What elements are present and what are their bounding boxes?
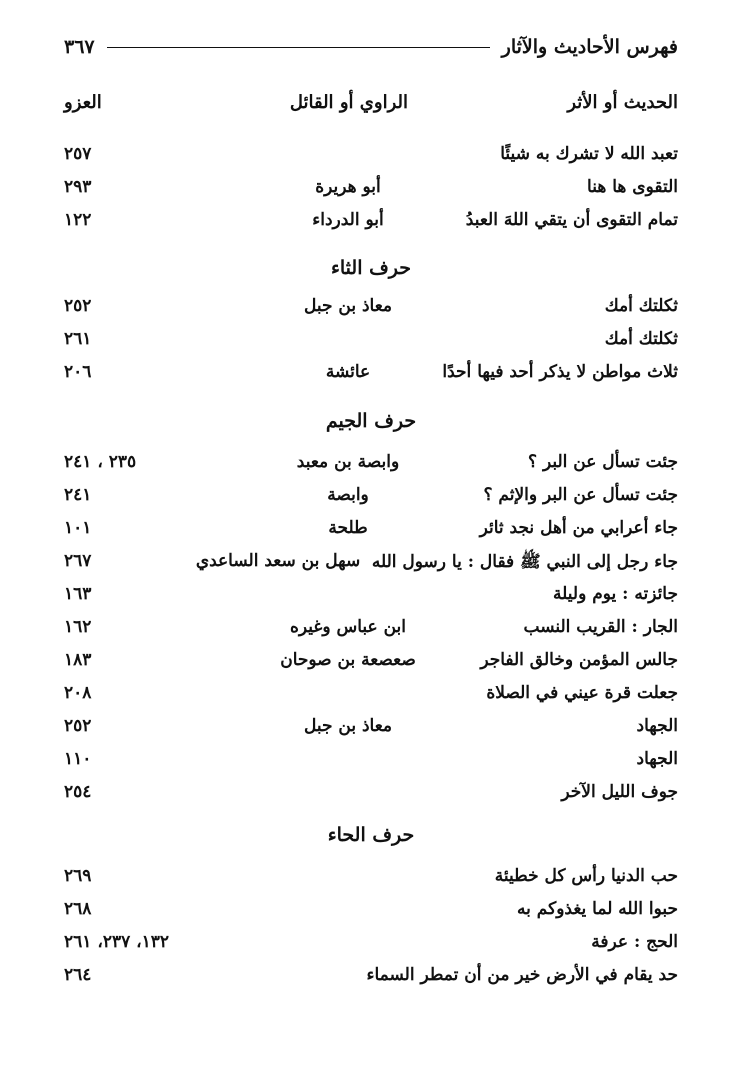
hadith-text: ثكلتك أمك xyxy=(604,296,678,316)
hadith-text: جوف الليل الآخر xyxy=(561,782,678,802)
table-row xyxy=(64,650,678,683)
hadith-text: جئت تسأل عن البر والإثم ؟ xyxy=(483,485,678,505)
hadith-text: حد يقام في الأرض خير من أن تمطر السماء xyxy=(366,965,678,985)
table-row xyxy=(64,683,678,716)
ref-pages: ٢٥٧ xyxy=(64,144,92,164)
rawi-text: سهل بن سعد الساعدي xyxy=(195,551,361,571)
table-row xyxy=(64,866,678,899)
ref-pages: ٢٠٨ xyxy=(64,683,92,703)
section-jim-rows xyxy=(64,452,678,815)
running-head xyxy=(64,32,678,62)
ref-pages: ١١٠ xyxy=(64,749,92,769)
ref-pages: ٢٦٨ xyxy=(64,899,92,919)
group-ta-rows xyxy=(64,144,678,243)
column-header-ref: العزو xyxy=(64,92,102,113)
ref-pages: ٢٥٤ xyxy=(64,782,92,802)
table-row xyxy=(64,716,678,749)
table-row xyxy=(64,551,678,584)
rawi-text: أبو هريرة xyxy=(315,177,381,197)
table-row xyxy=(64,749,678,782)
section-title-ha: حرف الحاء xyxy=(327,824,415,846)
hadith-text: التقوى ها هنا xyxy=(587,177,678,197)
ref-pages: ٢٤١ xyxy=(64,485,92,505)
ref-pages: ٢٦٧ xyxy=(64,551,92,571)
ref-pages: ٢٦٤ xyxy=(64,965,92,985)
hadith-text: الجهاد xyxy=(636,749,678,769)
running-title: فهرس الأحاديث والآثار xyxy=(501,36,678,58)
hadith-text: تعبد الله لا تشرك به شيئًا xyxy=(500,144,678,164)
table-row xyxy=(64,932,678,965)
hadith-text: ثكلتك أمك xyxy=(604,329,678,349)
table-row xyxy=(64,518,678,551)
hadith-text: جالس المؤمن وخالق الفاجر xyxy=(480,650,678,670)
table-row xyxy=(64,485,678,518)
ref-pages: ١٣٢، ٢٣٧، ٢٦١ xyxy=(64,932,170,952)
column-header-hadith: الحديث أو الأثر xyxy=(567,92,678,113)
ref-pages: ١٨٣ xyxy=(64,650,92,670)
section-title-tha: حرف الثاء xyxy=(330,257,412,279)
table-row xyxy=(64,899,678,932)
rawi-text: طلحة xyxy=(328,518,368,538)
page-number: ٣٦٧ xyxy=(64,36,95,58)
table-row xyxy=(64,296,678,329)
column-header-rawi: الراوي أو القائل xyxy=(289,92,408,113)
header-rule xyxy=(107,47,490,48)
table-row xyxy=(64,177,678,210)
ref-pages: ٢٦٩ xyxy=(64,866,92,886)
rawi-text: وابصة xyxy=(327,485,369,505)
ref-pages: ٢٦١ xyxy=(64,329,92,349)
column-headers xyxy=(64,92,678,122)
ref-pages: ١٦٢ xyxy=(64,617,92,637)
table-row xyxy=(64,329,678,362)
hadith-text: حبوا الله لما يغذوكم به xyxy=(517,899,678,919)
rawi-text: أبو الدرداء xyxy=(312,210,384,230)
ref-pages: ١٠١ xyxy=(64,518,92,538)
rawi-text: ابن عباس وغيره xyxy=(290,617,406,637)
ref-pages: ٢٥٢ xyxy=(64,296,92,316)
ref-pages: ٢٣٥ ، ٢٤١ xyxy=(64,452,137,472)
table-row xyxy=(64,617,678,650)
hadith-text: جئت تسأل عن البر ؟ xyxy=(528,452,678,472)
hadith-text: جائزته : يوم وليلة xyxy=(553,584,678,604)
table-row xyxy=(64,210,678,243)
ref-pages: ٢٩٣ xyxy=(64,177,92,197)
hadith-text: الجهاد xyxy=(636,716,678,736)
ref-pages: ١٢٢ xyxy=(64,210,92,230)
hadith-text: جاء رجل إلى النبي ﷺ فقال : يا رسول الله xyxy=(371,552,678,572)
hadith-text: ثلاث مواطن لا يذكر أحد فيها أحدًا xyxy=(442,362,678,382)
rawi-text: معاذ بن جبل xyxy=(303,296,393,316)
hadith-text: جعلت قرة عيني في الصلاة xyxy=(486,683,678,703)
rawi-text: وابصة بن معبد xyxy=(296,452,400,472)
hadith-text: حب الدنيا رأس كل خطيئة xyxy=(494,866,678,886)
rawi-text: معاذ بن جبل xyxy=(303,716,393,736)
table-row xyxy=(64,452,678,485)
ref-pages: ٢٠٦ xyxy=(64,362,92,382)
ref-pages: ٢٥٢ xyxy=(64,716,92,736)
table-row xyxy=(64,584,678,617)
rawi-text: صعصعة بن صوحان xyxy=(280,650,416,670)
hadith-text: جاء أعرابي من أهل نجد ثائر xyxy=(479,518,678,538)
table-row xyxy=(64,965,678,998)
rawi-text: عائشة xyxy=(325,362,371,382)
section-tha-rows xyxy=(64,296,678,395)
hadith-text: الجار : القريب النسب xyxy=(523,617,678,637)
hadith-text: الحج : عرفة xyxy=(591,932,678,952)
ref-pages: ١٦٣ xyxy=(64,584,92,604)
table-row xyxy=(64,362,678,395)
table-row xyxy=(64,144,678,177)
table-row xyxy=(64,782,678,815)
hadith-text: تمام التقوى أن يتقي اللهَ العبدُ xyxy=(465,210,678,230)
section-ha-rows xyxy=(64,866,678,998)
section-title-jim: حرف الجيم xyxy=(325,410,417,432)
